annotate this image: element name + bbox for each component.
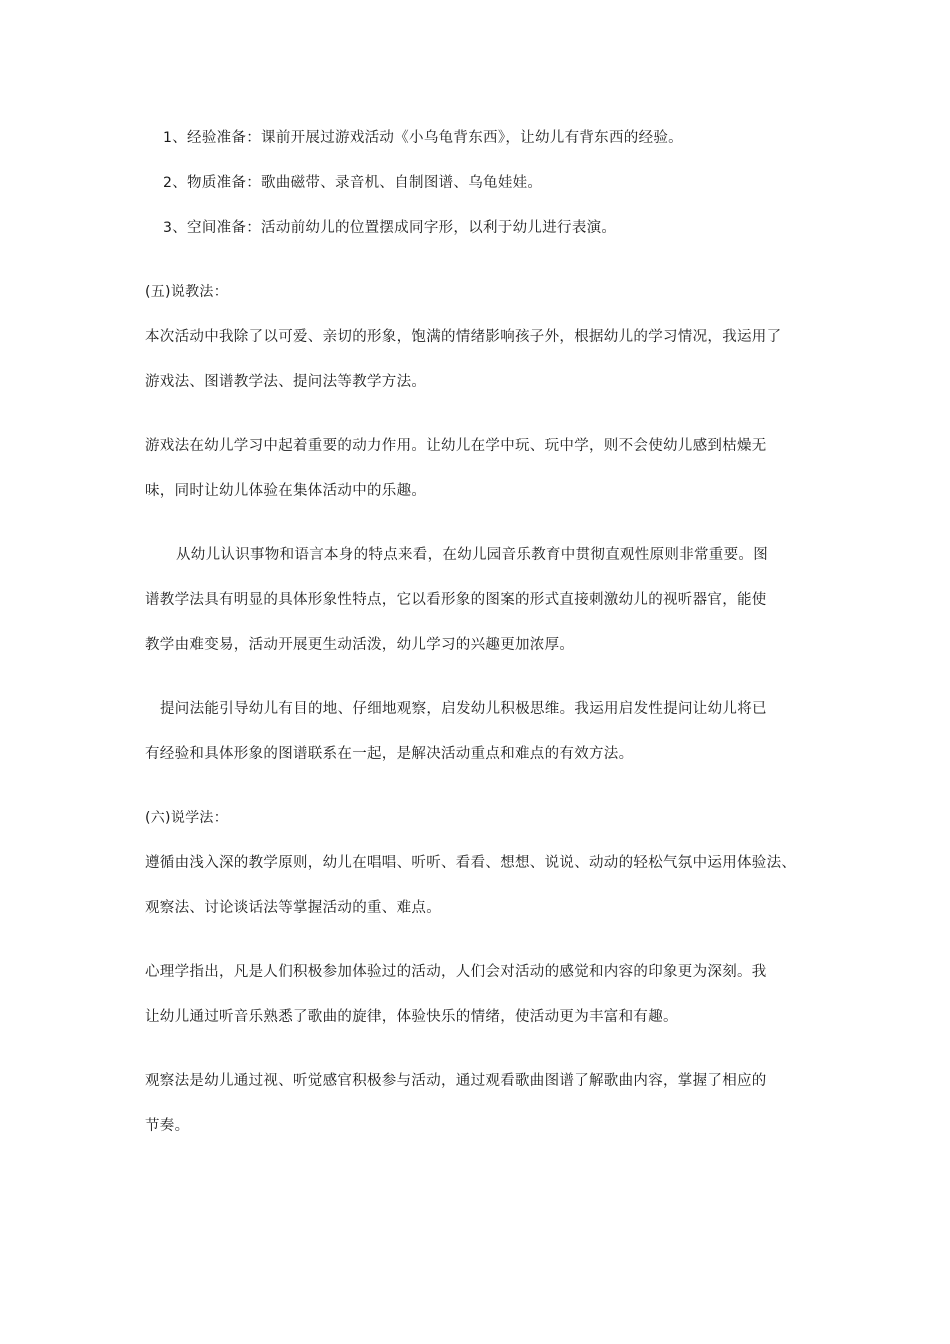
prep-item-text: 、经验准备：课前开展过游戏活动《小乌龟背东西》，让幼儿有背东西的经验。 xyxy=(172,130,683,146)
prep-item-text: 、物质准备：歌曲磁带、录音机、自制图谱、乌龟娃娃。 xyxy=(172,175,543,191)
prep-item-3 xyxy=(163,218,616,238)
prep-item-text: 、空间准备：活动前幼儿的位置摆成同字形，以利于幼儿进行表演。 xyxy=(172,220,617,236)
paragraph-line: 心理学指出，凡是人们积极参加体验过的活动，人们会对活动的感觉和内容的印象更为深刻。我 xyxy=(145,964,767,980)
prep-item-2 xyxy=(163,173,542,193)
paragraph-line: 味，同时让幼儿体验在集体活动中的乐趣。 xyxy=(145,483,427,499)
prep-item-number: 3 xyxy=(163,220,173,236)
paragraph-line: 让幼儿通过听音乐熟悉了歌曲的旋律，体验快乐的情绪，使活动更为丰富和有趣。 xyxy=(145,1009,678,1025)
paragraph-line: 遵循由浅入深的教学原则，幼儿在唱唱、听听、看看、想想、说说、动动的轻松气氛中运用体验法、 xyxy=(145,855,797,871)
paragraph-line: 有经验和具体形象的图谱联系在一起，是解决活动重点和难点的有效方法。 xyxy=(145,746,634,762)
paragraph-line: 提问法能引导幼儿有目的地、仔细地观察，启发幼儿积极思维。我运用启发性提问让幼儿将已 xyxy=(160,701,767,717)
paragraph-line: 谱教学法具有明显的具体形象性特点，它以看形象的图案的形式直接刺激幼儿的视听器官，能使 xyxy=(145,592,767,608)
paragraph-line: 教学由难变易，活动开展更生动活泼，幼儿学习的兴趣更加浓厚。 xyxy=(145,637,575,653)
section-heading-learning-methods: (六)说学法： xyxy=(145,810,229,826)
paragraph-line: 从幼儿认识事物和语言本身的特点来看，在幼儿园音乐教育中贯彻直观性原则非常重要。图 xyxy=(176,547,768,563)
section-heading-teaching-methods: (五)说教法： xyxy=(145,284,229,300)
paragraph-line: 观察法是幼儿通过视、听觉感官积极参与活动，通过观看歌曲图谱了解歌曲内容，掌握了相应的 xyxy=(145,1073,767,1089)
paragraph-line: 本次活动中我除了以可爱、亲切的形象，饱满的情绪影响孩子外，根据幼儿的学习情况，我运用了 xyxy=(145,329,782,345)
paragraph-line: 游戏法在幼儿学习中起着重要的动力作用。让幼儿在学中玩、玩中学，则不会使幼儿感到枯燥无 xyxy=(145,438,767,454)
prep-item-number: 1 xyxy=(163,130,173,146)
paragraph-line: 游戏法、图谱教学法、提问法等教学方法。 xyxy=(145,374,427,390)
prep-item-number: 2 xyxy=(163,175,173,191)
paragraph-line: 节奏。 xyxy=(145,1118,190,1134)
paragraph-line: 观察法、讨论谈话法等掌握活动的重、难点。 xyxy=(145,900,441,916)
prep-item-1 xyxy=(163,128,683,148)
